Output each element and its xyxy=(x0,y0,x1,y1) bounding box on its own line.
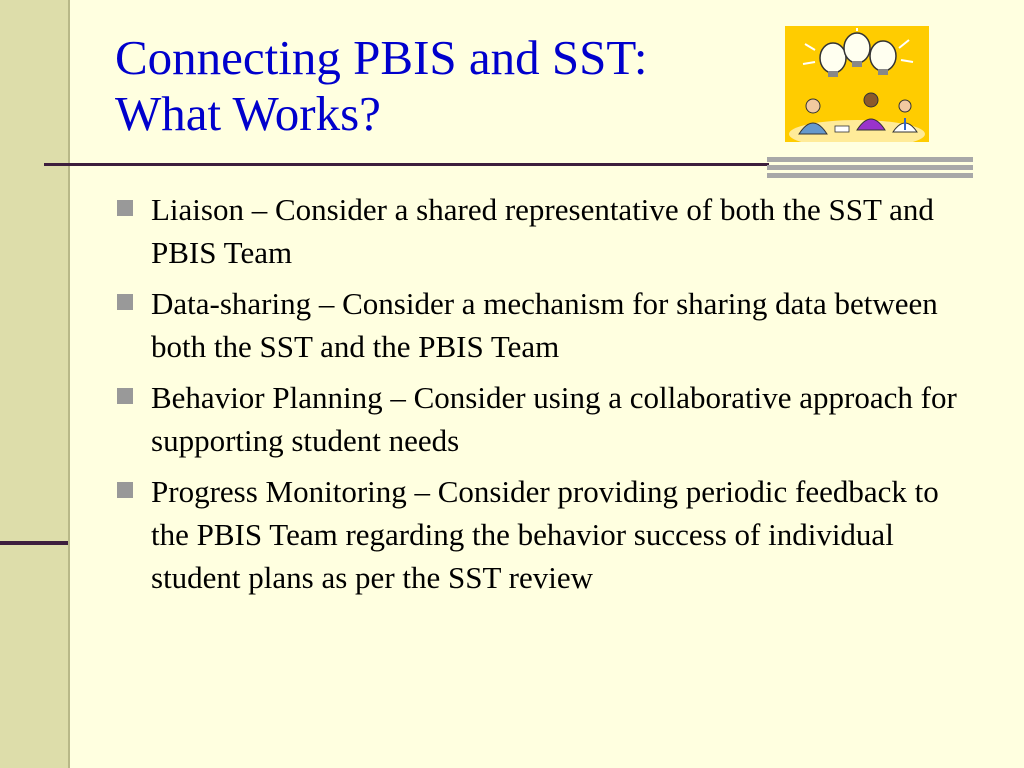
square-bullet-icon xyxy=(117,388,133,404)
title-line-2: What Works? xyxy=(115,86,381,141)
bullet-text: Data-sharing – Consider a mechanism for sharing data between both the SST and the PBIS Team xyxy=(151,286,938,364)
list-item xyxy=(115,470,965,599)
title-divider-rule xyxy=(44,163,769,166)
slide-title xyxy=(115,30,648,142)
square-bullet-icon xyxy=(117,294,133,310)
decorative-stripes xyxy=(767,157,973,179)
bullet-list xyxy=(115,188,965,607)
title-line-1: Connecting PBIS and SST: xyxy=(115,30,648,85)
idea-meeting-clipart-icon xyxy=(785,26,929,142)
bullet-text: Progress Monitoring – Consider providing periodic feedback to the PBIS Team regarding the behavior success of individual student plans as per the SST review xyxy=(151,474,939,595)
list-item xyxy=(115,188,965,274)
square-bullet-icon xyxy=(117,482,133,498)
list-item xyxy=(115,282,965,368)
left-sidebar-band xyxy=(0,0,70,768)
list-item xyxy=(115,376,965,462)
square-bullet-icon xyxy=(117,200,133,216)
bullet-text: Liaison – Consider a shared representative of both the SST and PBIS Team xyxy=(151,192,934,270)
sidebar-accent-bar xyxy=(0,541,68,545)
bullet-text: Behavior Planning – Consider using a collaborative approach for supporting student needs xyxy=(151,380,957,458)
